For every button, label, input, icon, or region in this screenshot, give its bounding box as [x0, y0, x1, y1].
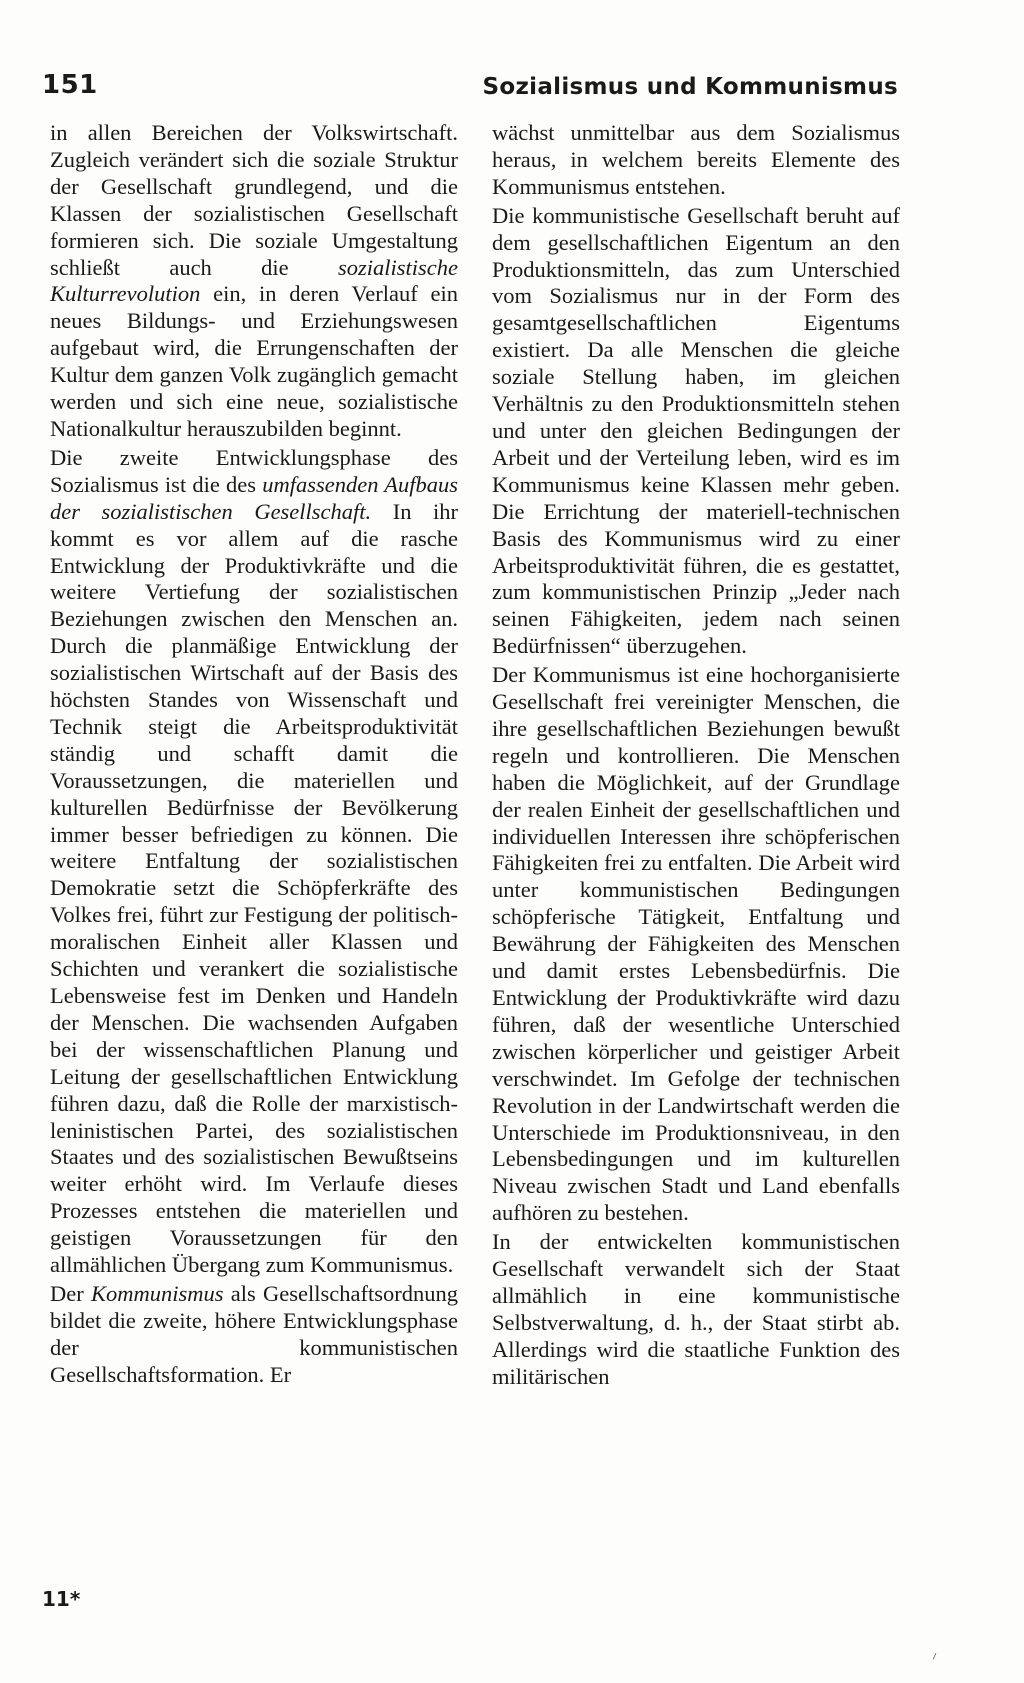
paragraph-text: ein, in deren Verlauf ein neues Bildungs- und Erziehungswesen aufgebaut wird, die Errungenschaften der Kultur dem ganzen Volk zugänglich gemacht werden und sich eine neue, sozialistische Nationalkultur herauszubilden beginnt.	[50, 281, 458, 441]
paragraph: Die kommunistische Gesellschaft beruht auf dem gesellschaftlichen Eigentum an den Produktionsmitteln, das zum Unterschied vom Sozialismus nur in der Form des gesamtgesellschaftlichen Eigentums existiert. Da alle Menschen die gleiche soziale Stellung haben, im gleichen Verhältnis zu den Produktionsmitteln stehen und unter den gleichen Bedingungen der Arbeit und der Verteilung leben, wird es im Kommunismus keine Klassen mehr geben. Die Errichtung der materiell-technischen Basis des Kommunismus wird zu einer Arbeitsproduktivität führen, die es gestattet, zum kommunistischen Prinzip „Jeder nach seinen Fähigkeiten, jedem nach seinen Bedürfnissen“ überzugehen.	[492, 202, 900, 659]
ink-speck: ⸝	[927, 1645, 940, 1663]
paragraph: In der entwickelten kommunistischen Gesellschaft verwandelt sich der Staat allmählich in eine kommunistische Selbstverwaltung, d. h., der Staat stirbt ab. Allerdings wird die staatliche Funktion des militärischen	[492, 1229, 900, 1389]
paragraph: wächst unmittelbar aus dem Sozialismus heraus, in welchem bereits Elemente des Kommunismus entstehen.	[492, 120, 900, 199]
paragraph-text: In ihr kommt es vor allem auf die rasche Entwicklung der Produktivkräfte und die weitere Vertiefung der sozialistischen Beziehungen zwischen den Menschen an. Durch die planmäßige Entwicklung der sozialistischen Wirtschaft auf der Basis des höchsten Standes von Wissenschaft und Technik steigt die Arbeitsproduktivität ständig und schafft damit die Voraussetzungen, die materiellen und kulturellen Bedürfnisse der Bevölkerung immer besser befriedigen zu können. Die weitere Entfaltung der sozialistischen Demokratie setzt die Schöpferkräfte des Volkes frei, führt zur Festigung der politisch-moralischen Einheit aller Klassen und Schichten und verankert die sozialistische Lebensweise fest im Denken und Handeln der Menschen. Die wachsenden Aufgaben bei der wissenschaftlichen Planung und Leitung der gesellschaftlichen Entwicklung führen dazu, daß die Rolle der marxistisch-leninistischen Partei, des sozialistischen Staates und des sozialistischen Bewußtseins weiter erhöht wird. Im Verlaufe dieses Prozesses entstehen die materiellen und geistigen Voraussetzungen für den allmählichen Übergang zum Kommunismus.	[50, 498, 458, 1278]
paragraph	[50, 1281, 458, 1389]
emphasis-text: umfassenden Aufbaus der sozialistischen Gesellschaft.	[50, 471, 458, 524]
paragraph-text: Der	[50, 1280, 91, 1306]
paragraph-text: in allen Bereichen der Volkswirtschaft. Zugleich verändert sich die soziale Struktur der Gesellschaft grundlegend, und die Klassen der sozialistischen Gesellschaft formieren sich. Die soziale Umgestaltung schließt auch die	[50, 120, 458, 280]
paragraph-text: Die zweite Entwicklungsphase des Sozialismus ist die des	[50, 444, 458, 497]
left-column	[50, 120, 458, 1389]
right-column	[492, 120, 900, 1391]
running-title: Sozialismus und Kommunismus	[482, 74, 898, 100]
paragraph: Der Kommunismus ist eine hochorganisierte Gesellschaft frei vereinigter Menschen, die ihre gesellschaftlichen Beziehungen bewußt regeln und kontrollieren. Die Menschen haben die Möglichkeit, auf der Grundlage der realen Einheit der gesellschaftlichen und individuellen Interessen ihre schöpferischen Fähigkeiten frei zu entfalten. Die Arbeit wird unter kommunistischen Bedingungen schöpferische Tätigkeit, Entfaltung und Bewährung der Fähigkeiten des Menschen und damit erstes Lebensbedürfnis. Die Entwicklung der Produktivkräfte wird dazu führen, daß der wesentliche Unterschied zwischen körperlicher und geistiger Arbeit verschwindet. Im Gefolge der technischen Revolution in der Landwirtschaft werden die Unterschiede im Produktionsniveau, in den Lebensbedingungen und im kulturellen Niveau zwischen Stadt und Land ebenfalls aufhören zu bestehen.	[492, 662, 900, 1226]
emphasis-text: sozialistische Kulturrevolution	[50, 254, 458, 307]
paragraph	[50, 120, 458, 443]
emphasis-text: Kommunismus	[91, 1280, 224, 1306]
page-number: 151	[42, 70, 98, 100]
signature-mark: 11*	[42, 1587, 81, 1611]
paragraph-text: als Gesellschaftsordnung bildet die zweite, höhere Entwicklungsphase der kommunistischen Gesellschaftsformation. Er	[50, 1280, 458, 1387]
paragraph	[50, 445, 458, 1279]
